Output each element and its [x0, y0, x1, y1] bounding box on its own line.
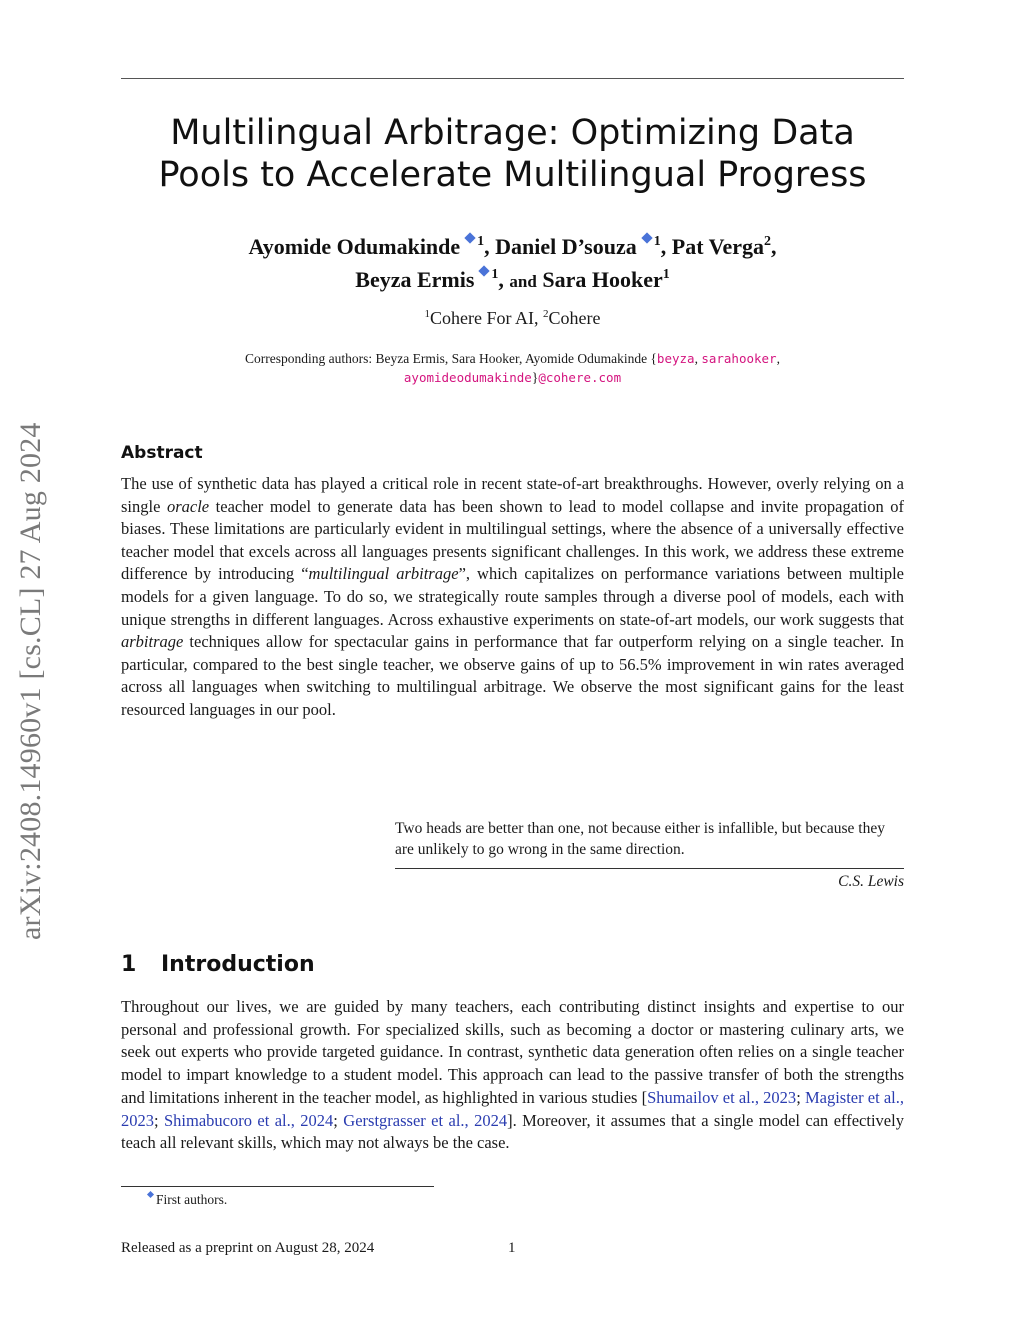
abstract-text-part: teacher model to generate data has been shown to lead to model collapse and invite propagation of biases. These limitations are particularly evident in multilingual settings, where the absence of a universally effective teacher model that excels across all languages presents significant challenges. In this work, we address these extreme difference by introducing “	[121, 496, 905, 584]
footnote-rule	[121, 1186, 434, 1187]
author-affiliation-mark: 1	[653, 234, 661, 249]
citation-link-shimabucoro[interactable]: Shimabucoro et al., 2024	[164, 1110, 334, 1130]
footer-release-note: Released as a preprint on August 28, 2024	[121, 1240, 375, 1256]
author-affiliation-mark: 1	[477, 234, 485, 249]
title-line-1: Multilingual Arbitrage: Optimizing Data	[170, 113, 855, 153]
epigraph-quote	[395, 818, 904, 893]
section-heading-introduction	[121, 952, 315, 977]
quote-attribution: C.S. Lewis	[838, 873, 904, 890]
email-link-beyza[interactable]: beyza	[656, 351, 695, 366]
citation-link-magister[interactable]: Magister et al., 2023	[121, 1087, 905, 1130]
author-line-1: Ayomide Odumakinde $^1$, Daniel D’souza $^1$, Pat Verga$^2$,	[248, 234, 777, 259]
header-rule	[121, 78, 904, 79]
affiliations: $^1$Cohere For AI, $^2$Cohere	[424, 308, 601, 328]
author-name: Daniel D’souza	[495, 234, 637, 259]
footnote	[148, 1191, 227, 1209]
first-author-diamond-icon	[465, 232, 476, 243]
footnote-text: First authors.	[156, 1192, 228, 1207]
email-brace-close: }	[531, 370, 539, 385]
paper-title	[121, 112, 904, 196]
corresponding-prefix: Corresponding authors: Beyza Ermis, Sara Hooker, Ayomide Odumakinde {	[245, 351, 657, 366]
introduction-paragraph: Throughout our lives, we are guided by many teachers, each contributing distinct insights and expertise to our personal and professional growth. For specialized skills, such as becoming a doctor or mastering culinary arts, we seek out experts who provide targeted guidance. In contrast, synthetic data generation often relies on a single teacher model to impart knowledge to a student model. This approach can lead to the passive transfer of both the strengths and limitations inherent in the teacher model, as highlighted in various studies [Shumailov et al., 2023; Magister et al., 2023; Shimabucoro et al., 2024; Gerstgrasser et al., 2024]. Moreover, it assumes that a single model can effectively teach all relevant skills, which may not always be the case.	[121, 997, 905, 1153]
first-author-diamond-icon	[641, 232, 652, 243]
author-name: Sara Hooker	[542, 267, 663, 292]
quote-text: Two heads are better than one, not because either is infallible, but because they are unlikely to go wrong in the same direction.	[395, 820, 885, 858]
author-affiliation-mark: 1	[662, 267, 670, 282]
separator: ,	[776, 351, 780, 366]
abstract-emphasis-oracle: oracle	[166, 496, 210, 516]
abstract-emphasis-multilingual-arbitrage: multilingual arbitrage	[308, 564, 459, 584]
author-line-2: Beyza Ermis $^1$, and Sara Hooker$^1$	[355, 267, 670, 292]
section-number: 1	[121, 952, 137, 977]
abstract-text-part: The use of synthetic data has played a critical role in recent state-of-art breakthroughs. However, overly relying on a single	[121, 474, 904, 516]
citation-link-gerstgrasser[interactable]: Gerstgrasser et al., 2024	[343, 1110, 508, 1130]
affiliation-mark: 1	[424, 308, 431, 320]
abstract-heading: Abstract	[121, 443, 203, 463]
page-number: 1	[508, 1240, 516, 1256]
intro-text-part: Throughout our lives, we are guided by many teachers, each contributing distinct insights and expertise to our personal and professional growth. For specialized skills, such as becoming a doctor or mastering culinary arts, we seek out experts who provide targeted guidance. In contrast, synthetic data generation often relies on a single teacher model to impart knowledge to a student model. This approach can lead to the passive transfer of both the strengths and limitations inherent in the teacher model, as highlighted in various studies [	[121, 997, 904, 1107]
citation-link-shumailov[interactable]: Shumailov et al., 2023	[647, 1087, 797, 1107]
first-author-diamond-icon	[479, 265, 490, 276]
separator: ,	[694, 351, 702, 366]
abstract-text-part: ”, which capitalizes on performance variations between multiple models for a given language. To do so, we strategically route samples through a diverse pool of models, each with unique strengths in different languages. Across exhaustive experiments on state-of-art models, our work suggests that	[121, 564, 904, 629]
affiliation-name: Cohere For AI	[430, 308, 534, 328]
corresponding-authors	[121, 349, 904, 387]
abstract-emphasis-arbitrage: arbitrage	[121, 632, 184, 652]
affiliation-mark: 2	[543, 308, 549, 320]
author-name: Beyza Ermis	[355, 267, 475, 292]
email-domain[interactable]: @cohere.com	[538, 370, 622, 385]
email-link-sarahooker[interactable]: sarahooker	[701, 351, 777, 366]
arxiv-identifier-stamp: arXiv:2408.14960v1 [cs.CL] 27 Aug 2024	[14, 422, 47, 940]
author-affiliation-mark: 2	[764, 234, 772, 249]
author-name: Ayomide Odumakinde	[248, 234, 461, 259]
section-title: Introduction	[161, 952, 315, 977]
corresponding-line-2	[121, 368, 904, 387]
author-list	[121, 232, 904, 298]
intro-text-part: ]. Moreover, it assumes that a single model can effectively teach all relevant skills, which may not always be the case.	[121, 1110, 904, 1153]
quote-divider	[395, 868, 904, 869]
and-word: and	[509, 272, 537, 291]
footnote-diamond-icon	[147, 1191, 154, 1198]
corresponding-line-1	[121, 349, 904, 368]
abstract-text-part: techniques allow for spectacular gains in performance that far outperform relying on a single teacher. In particular, compared to the best single teacher, we observe gains of up to 56.5% improvement in win rates averaged across all languages when switching to multilingual arbitrage. We observe the most significant gains for the least resourced languages in our pool.	[121, 632, 904, 719]
author-affiliation-mark: 1	[491, 267, 499, 282]
affiliation-name: Cohere	[548, 308, 601, 328]
email-link-ayomideodumakinde[interactable]: ayomideodumakinde	[403, 370, 532, 385]
title-line-2: Pools to Accelerate Multilingual Progress	[158, 155, 867, 195]
abstract-text	[121, 473, 904, 722]
author-name: Pat Verga	[671, 234, 765, 259]
